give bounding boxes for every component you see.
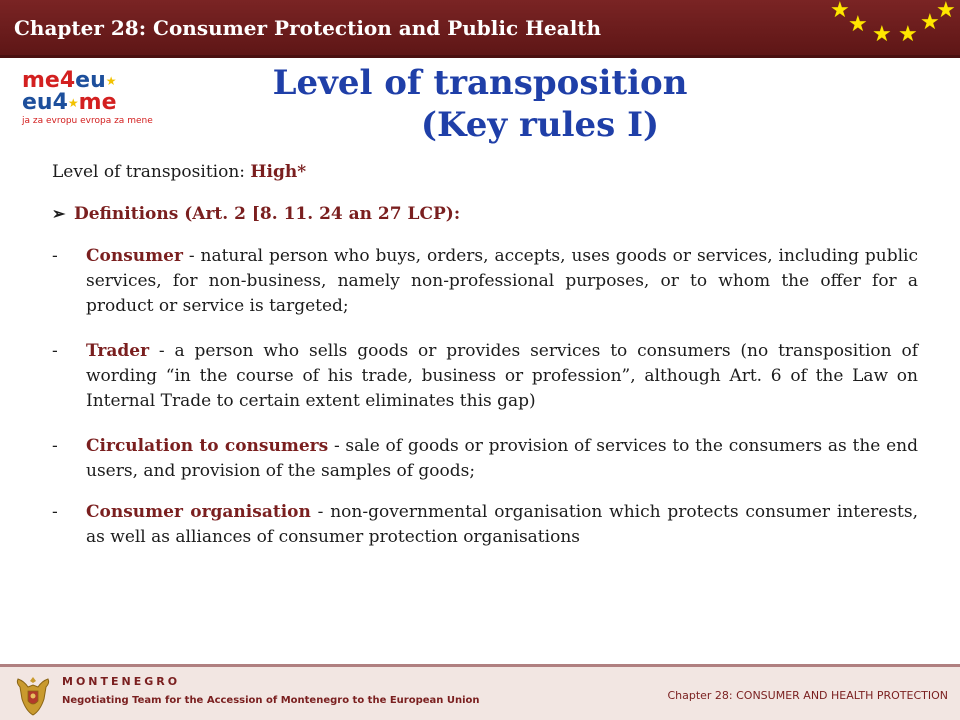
eu-stars [820, 0, 960, 58]
slide-title-line2: (Key rules I) [420, 105, 660, 145]
slide-title-line1: Level of transposition [272, 63, 688, 103]
logo-tagline: ja za evropu evropa za mene [22, 116, 153, 126]
definition-term: Circulation to consumers [86, 436, 329, 456]
star-icon: ★ [830, 0, 850, 23]
definition-item-circulation [52, 434, 918, 484]
definitions-heading-text: Definitions (Art. 2 [8. 11. 24 an 27 LCP): [74, 204, 461, 224]
footer [0, 664, 960, 720]
definition-text: - natural person who buys, orders, accepts, uses goods or services, including public services, for non-business, namely non-professional purposes, or to whom the offer for a product or service is targeted; [86, 246, 918, 316]
level-statement [52, 160, 918, 184]
footer-country: MONTENEGRO [62, 675, 181, 688]
definition-body [86, 500, 918, 550]
star-icon: ★ [898, 22, 918, 47]
star-icon: ★ [67, 96, 79, 110]
logo-text: eu [75, 68, 106, 93]
dash-bullet: - [52, 341, 58, 361]
definition-term: Trader [86, 341, 150, 361]
logo-text: me4 [22, 68, 76, 93]
definition-item-consumer [52, 244, 918, 319]
arrow-bullet-icon: ➢ [52, 204, 66, 223]
level-value: High* [250, 162, 307, 182]
level-label: Level of transposition: [52, 162, 246, 182]
definition-item-trader [52, 339, 918, 414]
definition-text: - sale of goods or provision of services to the consumers as the end users, and provision of the samples of goods; [86, 436, 918, 481]
dash-bullet: - [52, 502, 58, 522]
me4eu-logo [22, 68, 153, 132]
logo-text: eu4 [22, 90, 68, 115]
slide-content [52, 160, 918, 550]
footer-chapter: Chapter 28: CONSUMER AND HEALTH PROTECTION [667, 689, 948, 702]
logo-text: me [78, 90, 117, 115]
star-icon: ★ [920, 10, 940, 35]
footer-team: Negotiating Team for the Accession of Montenegro to the European Union [62, 695, 480, 706]
definition-body [86, 244, 918, 319]
definition-item-consumer-organisation [52, 500, 918, 550]
definitions-heading [52, 202, 918, 226]
definition-body [86, 339, 918, 414]
definition-text: - non-governmental organisation which protects consumer interests, as well as alliances of consumer protection organisations [86, 502, 919, 547]
header-bar [0, 0, 960, 58]
dash-bullet: - [52, 436, 58, 456]
dash-bullet: - [52, 246, 58, 266]
definition-text: - a person who sells goods or provides services to consumers (no transposition of wording “in the course of his trade, business or profession”, although Art. 6 of the Law on Internal Trade to certain extent eliminates this gap) [86, 341, 918, 411]
chapter-title: Chapter 28: Consumer Protection and Public Health [14, 16, 602, 40]
coat-of-arms-icon [12, 673, 54, 719]
definition-term: Consumer organisation [86, 502, 311, 522]
definition-term: Consumer [86, 246, 183, 266]
star-icon: ★ [872, 22, 892, 47]
star-icon: ★ [848, 12, 868, 37]
star-icon: ★ [936, 0, 956, 23]
slide-title [180, 62, 780, 146]
star-icon: ★ [105, 74, 117, 88]
definition-body [86, 434, 918, 484]
